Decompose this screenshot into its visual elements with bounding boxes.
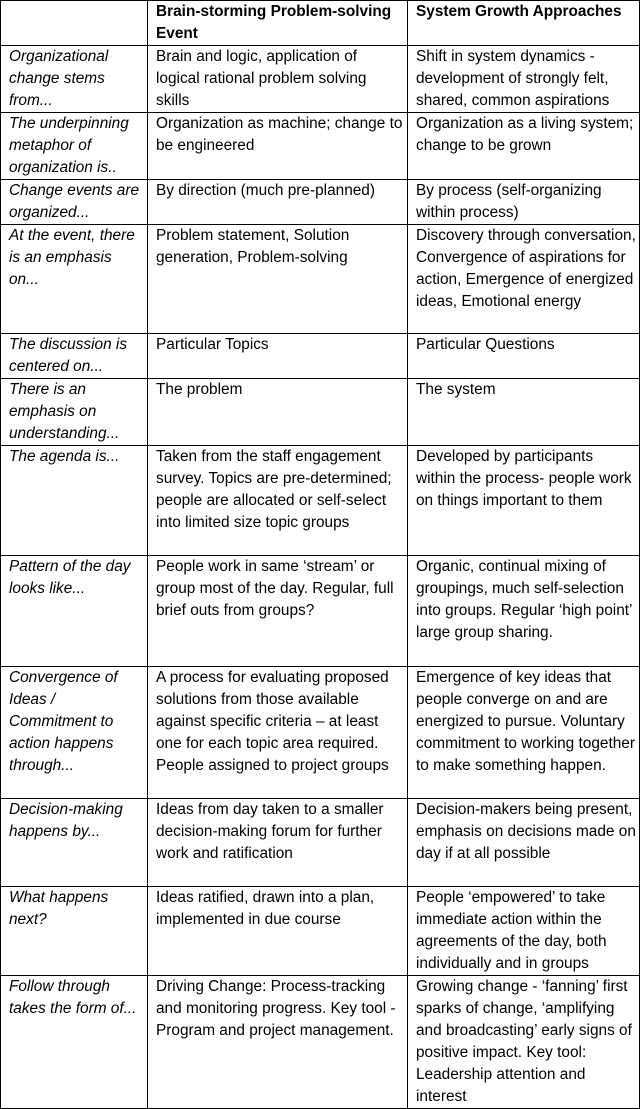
table-row: [1, 556, 640, 667]
table-row: [1, 113, 640, 180]
system-cell: Emergence of key ideas that people converge on and are energized to pursue. Voluntary commitment to working together to make something happen.: [408, 667, 640, 799]
brainstorm-cell: Ideas ratified, drawn into a plan, implemented in due course: [148, 887, 408, 976]
row-label: Organizational change stems from...: [1, 46, 148, 113]
row-label: Convergence of Ideas / Commitment to action happens through...: [1, 667, 148, 799]
brainstorm-cell: Organization as machine; change to be engineered: [148, 113, 408, 180]
brainstorm-cell: Particular Topics: [148, 334, 408, 379]
row-label: Follow through takes the form of...: [1, 976, 148, 1109]
table-row: [1, 976, 640, 1109]
row-label: Decision-making happens by...: [1, 799, 148, 887]
row-label: What happens next?: [1, 887, 148, 976]
header-system: System Growth Approaches: [408, 1, 640, 46]
row-label: The agenda is...: [1, 446, 148, 556]
brainstorm-cell: Taken from the staff engagement survey. Topics are pre-determined; people are allocated or self-select into limited size topic groups: [148, 446, 408, 556]
row-label: There is an emphasis on understanding...: [1, 379, 148, 446]
table-row: [1, 667, 640, 799]
system-cell: People ‘empowered’ to take immediate action within the agreements of the day, both individually and in groups: [408, 887, 640, 976]
header-brainstorm: Brain-storming Problem-solving Event: [148, 1, 408, 46]
system-cell: The system: [408, 379, 640, 446]
brainstorm-cell: By direction (much pre-planned): [148, 180, 408, 225]
brainstorm-cell: Brain and logic, application of logical rational problem solving skills: [148, 46, 408, 113]
system-cell: By process (self-organizing within process): [408, 180, 640, 225]
header-blank: [1, 1, 148, 46]
system-cell: Developed by participants within the process- people work on things important to them: [408, 446, 640, 556]
table-row: [1, 225, 640, 334]
row-label: Pattern of the day looks like...: [1, 556, 148, 667]
brainstorm-cell: Problem statement, Solution generation, Problem-solving: [148, 225, 408, 334]
brainstorm-cell: People work in same ‘stream’ or group most of the day. Regular, full brief outs from groups?: [148, 556, 408, 667]
header-row: [1, 1, 640, 46]
system-cell: Particular Questions: [408, 334, 640, 379]
system-cell: Organization as a living system; change to be grown: [408, 113, 640, 180]
system-cell: Discovery through conversation, Convergence of aspirations for action, Emergence of energized ideas, Emotional energy: [408, 225, 640, 334]
row-label: The discussion is centered on...: [1, 334, 148, 379]
table-row: [1, 379, 640, 446]
table-row: [1, 887, 640, 976]
table-row: [1, 334, 640, 379]
row-label: Change events are organized...: [1, 180, 148, 225]
table-row: [1, 180, 640, 225]
row-label: The underpinning metaphor of organization is..: [1, 113, 148, 180]
system-cell: Organic, continual mixing of groupings, much self-selection into groups. Regular ‘high point’ large group sharing.: [408, 556, 640, 667]
system-cell: Shift in system dynamics - development of strongly felt, shared, common aspirations: [408, 46, 640, 113]
brainstorm-cell: Ideas from day taken to a smaller decision-making forum for further work and ratification: [148, 799, 408, 887]
system-cell: Decision-makers being present, emphasis on decisions made on day if at all possible: [408, 799, 640, 887]
table-row: [1, 799, 640, 887]
brainstorm-cell: Driving Change: Process-tracking and monitoring progress. Key tool - Program and project management.: [148, 976, 408, 1109]
system-cell: Growing change - ‘fanning’ first sparks of change, ‘amplifying and broadcasting’ early signs of positive impact. Key tool: Leadership attention and interest: [408, 976, 640, 1109]
brainstorm-cell: A process for evaluating proposed solutions from those available against specific criteria – at least one for each topic area required. People assigned to project groups: [148, 667, 408, 799]
row-label: At the event, there is an emphasis on...: [1, 225, 148, 334]
table-row: [1, 46, 640, 113]
table-row: [1, 446, 640, 556]
brainstorm-cell: The problem: [148, 379, 408, 446]
